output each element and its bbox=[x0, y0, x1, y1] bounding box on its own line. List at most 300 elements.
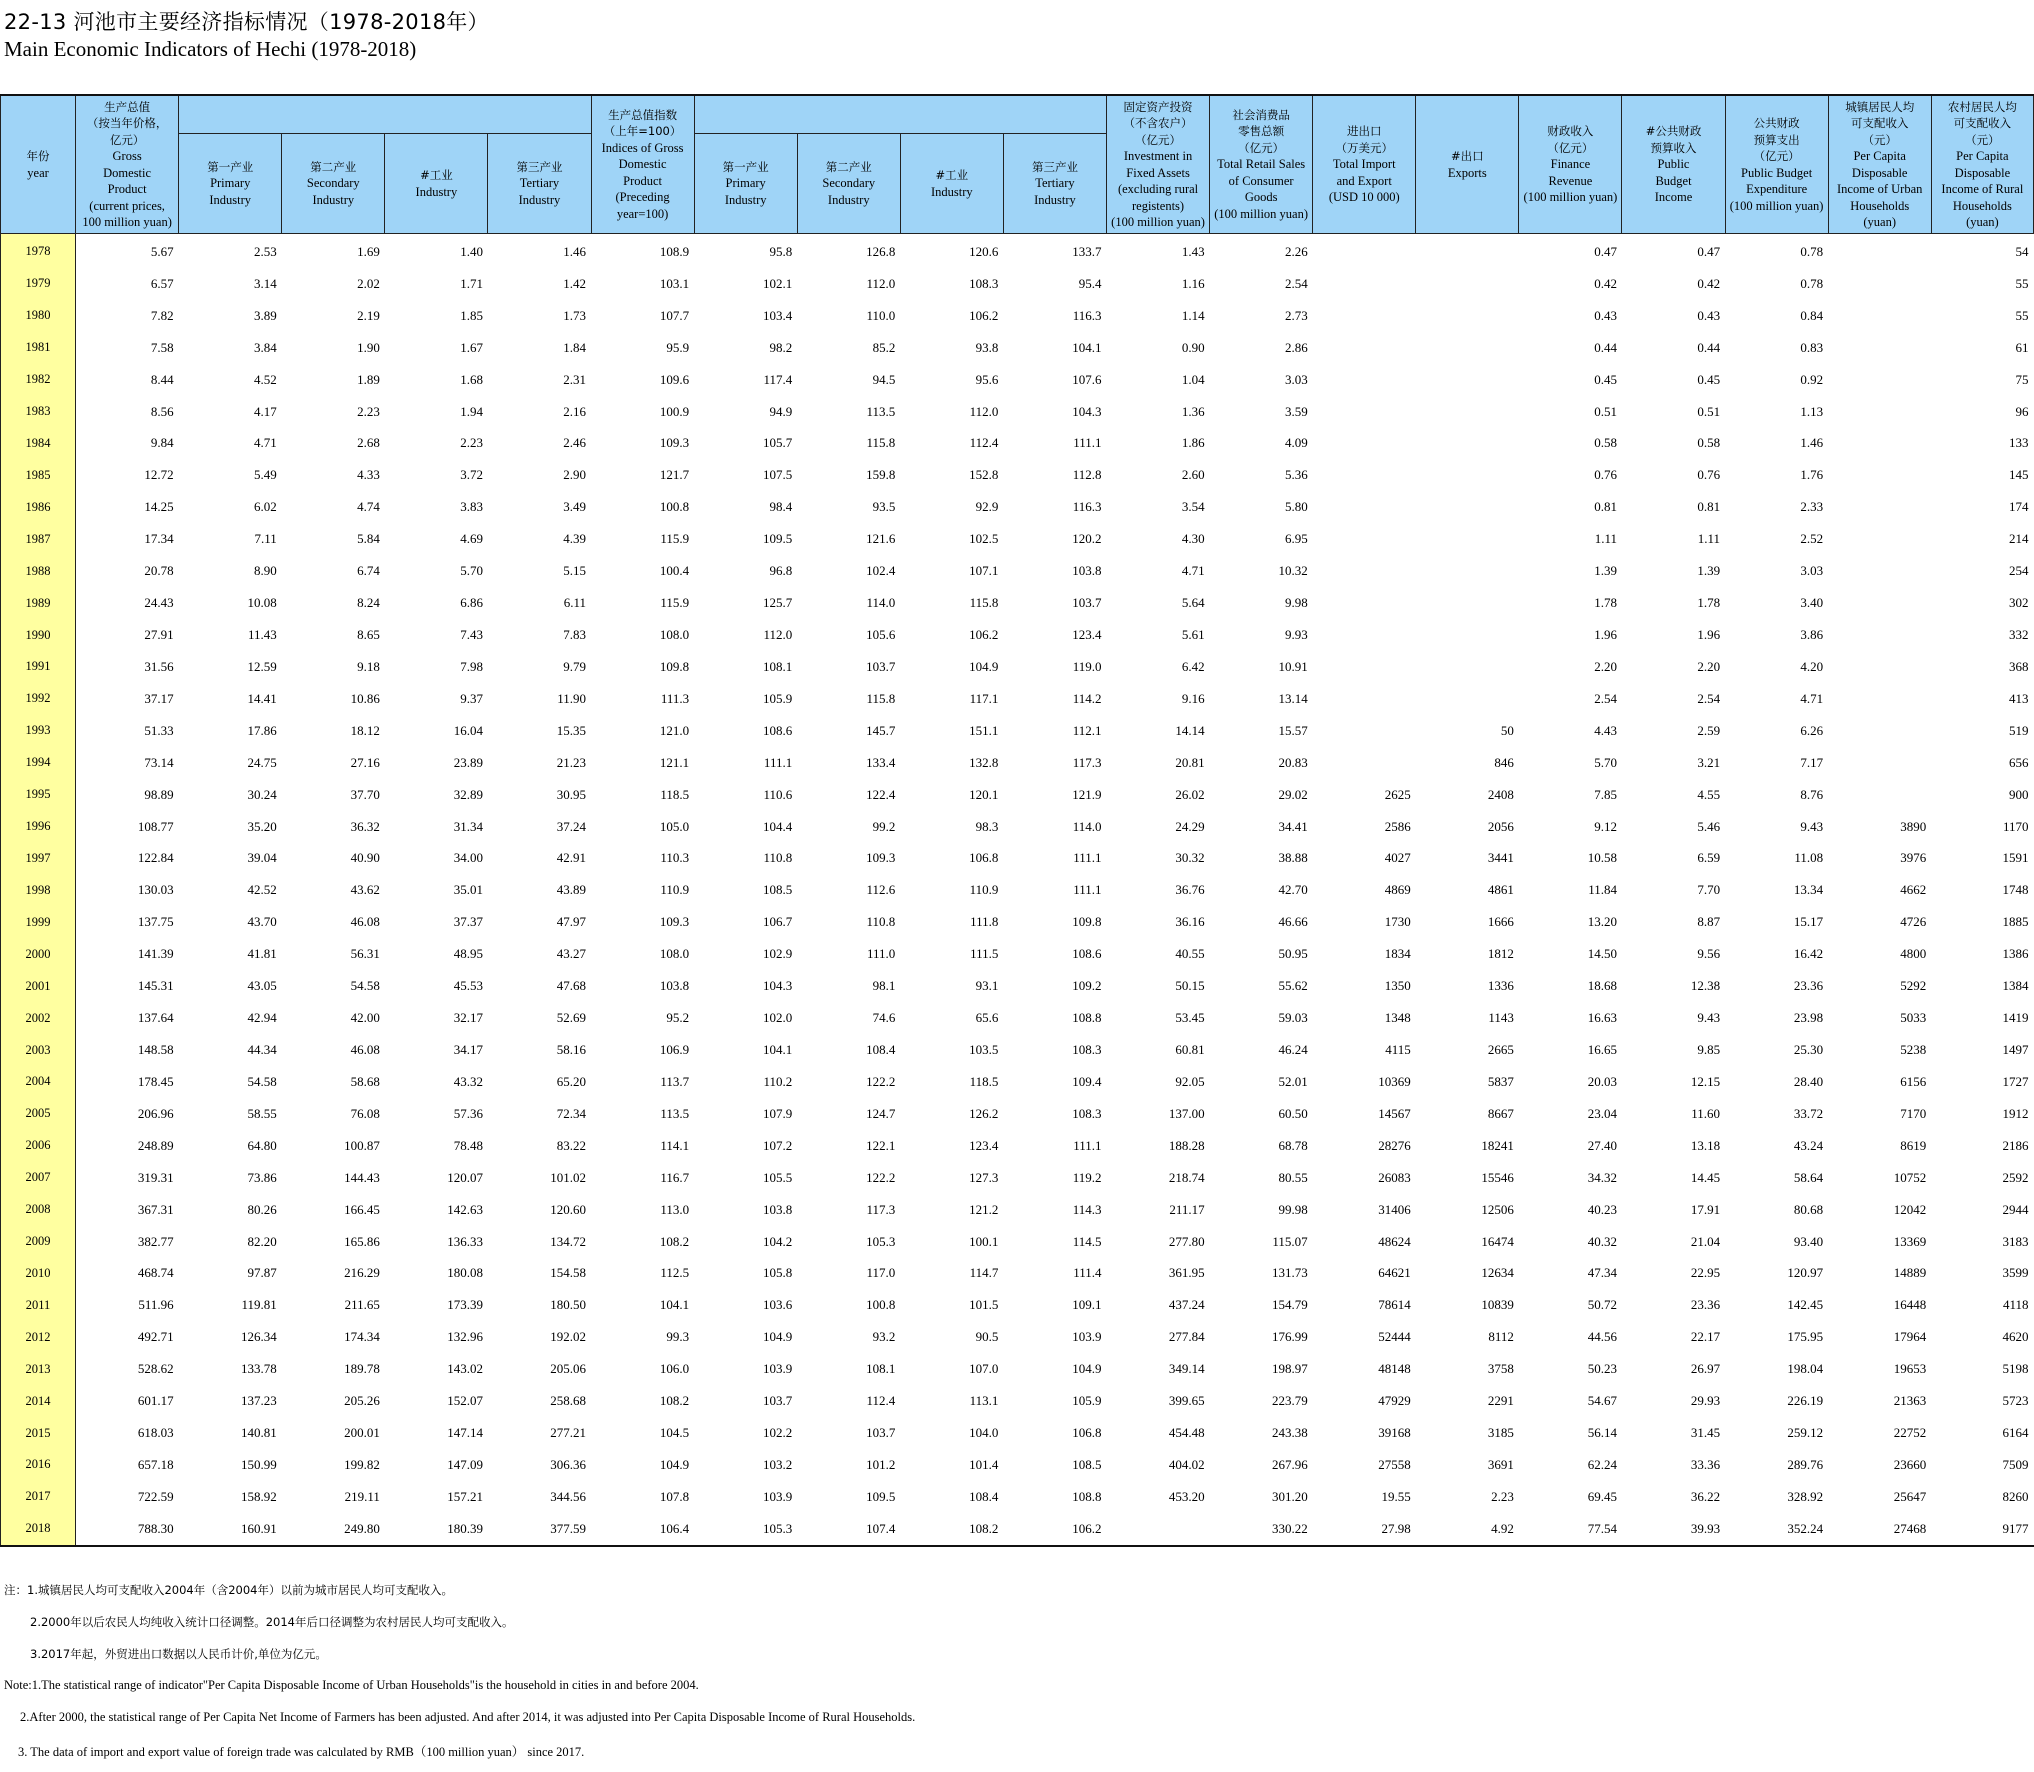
value-cell: 0.81 bbox=[1594, 499, 1617, 515]
value-cell: 5.80 bbox=[1284, 499, 1308, 515]
value-cell: 200.01 bbox=[344, 1425, 380, 1441]
value-cell: 111.5 bbox=[970, 946, 999, 962]
header-line: （不含农户） bbox=[1123, 116, 1193, 130]
value-cell: 656 bbox=[2009, 754, 2029, 770]
value-cell: 108.3 bbox=[969, 275, 999, 291]
value-cell: 80.26 bbox=[247, 1201, 277, 1217]
value-cell: 16448 bbox=[1893, 1297, 1927, 1313]
value-cell: 140.81 bbox=[241, 1425, 277, 1441]
value-cell: 108.3 bbox=[1072, 1042, 1102, 1057]
value-cell bbox=[1416, 683, 1519, 715]
value-cell: 368 bbox=[2009, 658, 2029, 674]
year-cell: 1979 bbox=[1, 268, 76, 300]
value-cell: 28276 bbox=[1378, 1137, 1411, 1153]
value-cell: 104.9 bbox=[1072, 1361, 1102, 1377]
value-cell: 722.59 bbox=[137, 1488, 174, 1504]
value-cell: 58.16 bbox=[556, 1042, 587, 1057]
value-cell: 11.60 bbox=[1691, 1105, 1721, 1121]
value-cell bbox=[1828, 523, 1931, 555]
value-cell: 109.6 bbox=[659, 371, 690, 387]
value-cell: 6156 bbox=[1900, 1073, 1927, 1089]
value-cell: 3.03 bbox=[1800, 563, 1824, 579]
value-cell: 10.08 bbox=[247, 595, 277, 611]
value-cell: 0.43 bbox=[1697, 307, 1721, 323]
value-cell: 21363 bbox=[1893, 1393, 1927, 1409]
header-year bbox=[1, 95, 76, 234]
value-cell: 145.7 bbox=[866, 722, 896, 738]
value-cell: 1.46 bbox=[1800, 435, 1824, 451]
value-cell: 104.5 bbox=[659, 1425, 690, 1441]
value-cell: 94.5 bbox=[872, 371, 896, 387]
value-cell: 17.34 bbox=[144, 531, 174, 547]
value-cell: 127.3 bbox=[969, 1169, 999, 1185]
year-cell: 2015 bbox=[1, 1417, 76, 1449]
value-cell: 330.22 bbox=[1210, 1513, 1313, 1546]
value-cell: 74.6 bbox=[872, 1010, 896, 1026]
header-line: 第三产业 bbox=[1031, 159, 1078, 174]
value-cell: 34.17 bbox=[453, 1042, 483, 1057]
value-cell: 118.5 bbox=[969, 1073, 999, 1089]
value-cell: 5238 bbox=[1900, 1042, 1927, 1057]
value-cell: 94.9 bbox=[769, 403, 793, 419]
value-cell: 22752 bbox=[1893, 1425, 1927, 1441]
value-cell: 180.39 bbox=[385, 1513, 488, 1546]
value-cell: 111.1 bbox=[763, 754, 793, 770]
value-cell: 8260 bbox=[2002, 1488, 2029, 1504]
value-cell: 453.20 bbox=[1168, 1488, 1205, 1504]
value-cell: 9.18 bbox=[357, 658, 380, 674]
value-cell: 1384 bbox=[2002, 978, 2029, 994]
value-cell: 13.20 bbox=[1587, 914, 1617, 930]
value-cell: 2625 bbox=[1384, 786, 1411, 802]
value-cell: 47.34 bbox=[1587, 1265, 1617, 1281]
value-cell: 108.77 bbox=[137, 818, 174, 834]
value-cell: 5.70 bbox=[460, 563, 483, 579]
value-cell: 1.94 bbox=[460, 403, 483, 419]
header-line: Product bbox=[623, 173, 663, 188]
value-cell: 188.28 bbox=[1168, 1137, 1205, 1153]
value-cell: 100.8 bbox=[659, 499, 690, 515]
year-cell: 1994 bbox=[1, 747, 76, 779]
value-cell: 50.95 bbox=[1278, 946, 1308, 962]
header-line: #公共财政 bbox=[1645, 124, 1702, 139]
value-cell: 93.2 bbox=[872, 1329, 896, 1345]
value-cell: 199.82 bbox=[344, 1456, 380, 1472]
value-cell: 1834 bbox=[1384, 946, 1411, 962]
value-cell: 4.71 bbox=[1181, 563, 1205, 579]
value-cell: 114.5 bbox=[1072, 1233, 1102, 1249]
header-line: 年份 bbox=[26, 149, 50, 163]
value-cell: 1912 bbox=[2002, 1105, 2029, 1121]
value-cell: 5292 bbox=[1900, 978, 1927, 994]
header-line: Secondary bbox=[822, 176, 876, 191]
year-cell: 1990 bbox=[1, 619, 76, 651]
value-cell: 1170 bbox=[2002, 818, 2029, 834]
value-cell: 6.74 bbox=[357, 563, 380, 579]
header-line: Gross bbox=[112, 149, 142, 163]
indicator-table-container bbox=[0, 94, 2034, 1547]
value-cell: 114.1 bbox=[660, 1137, 690, 1153]
value-cell: 2.16 bbox=[563, 403, 587, 419]
value-cell: 2.20 bbox=[1594, 658, 1617, 674]
value-cell: 95.2 bbox=[666, 1010, 690, 1026]
value-cell: 34.00 bbox=[453, 850, 483, 866]
value-cell: 112.0 bbox=[763, 627, 793, 643]
value-cell: 132.96 bbox=[447, 1329, 483, 1345]
table-row bbox=[1, 1417, 2034, 1449]
value-cell: 65.6 bbox=[975, 1010, 999, 1026]
header-urban-income bbox=[1828, 95, 1931, 234]
header-line: #工业 bbox=[935, 168, 969, 182]
value-cell: 104.9 bbox=[969, 658, 999, 674]
value-cell: 0.42 bbox=[1594, 275, 1617, 291]
value-cell: 111.0 bbox=[867, 946, 896, 962]
value-cell: 1.86 bbox=[1181, 435, 1205, 451]
value-cell: 5033 bbox=[1900, 1010, 1927, 1026]
value-cell: 97.87 bbox=[247, 1265, 277, 1281]
value-cell: 104.1 bbox=[659, 1297, 690, 1313]
value-cell: 6.57 bbox=[150, 275, 174, 291]
value-cell: 657.18 bbox=[137, 1456, 174, 1472]
value-cell: 112.4 bbox=[969, 435, 999, 451]
value-cell: 2.59 bbox=[1697, 722, 1721, 738]
value-cell: 48148 bbox=[1378, 1361, 1411, 1377]
year-cell: 2018 bbox=[1, 1513, 76, 1546]
value-cell: 85.2 bbox=[872, 339, 896, 355]
header-gdp-index bbox=[591, 95, 694, 234]
value-cell: 126.8 bbox=[866, 243, 896, 259]
value-cell: 6164 bbox=[2002, 1425, 2029, 1441]
value-cell: 20.78 bbox=[144, 563, 174, 579]
value-cell: 15.57 bbox=[1278, 722, 1308, 738]
year-cell: 1995 bbox=[1, 779, 76, 811]
value-cell bbox=[1828, 459, 1931, 491]
value-cell: 223.79 bbox=[1271, 1393, 1308, 1409]
value-cell: 47.68 bbox=[556, 978, 587, 994]
value-cell: 20.81 bbox=[1175, 754, 1205, 770]
value-cell: 78.48 bbox=[453, 1137, 483, 1153]
header-index-secondary bbox=[797, 134, 900, 234]
value-cell: 1348 bbox=[1384, 1010, 1411, 1026]
value-cell: 349.14 bbox=[1168, 1361, 1205, 1377]
value-cell: 1336 bbox=[1487, 978, 1514, 994]
value-cell: 0.45 bbox=[1697, 371, 1721, 387]
value-cell: 3599 bbox=[2002, 1265, 2029, 1281]
value-cell: 58.64 bbox=[1793, 1169, 1824, 1185]
header-line: （亿元） bbox=[1753, 149, 1800, 163]
header-line: year=100) bbox=[616, 206, 669, 221]
value-cell: 2.19 bbox=[357, 307, 380, 323]
value-cell: 93.5 bbox=[872, 499, 896, 515]
value-cell: 105.5 bbox=[762, 1169, 793, 1185]
value-cell: 44.34 bbox=[247, 1042, 277, 1057]
value-cell: 1.78 bbox=[1697, 595, 1721, 611]
value-cell: 59.03 bbox=[1278, 1010, 1308, 1026]
value-cell: 114.7 bbox=[969, 1265, 999, 1281]
year-cell: 1983 bbox=[1, 396, 76, 428]
year-cell: 2004 bbox=[1, 1066, 76, 1098]
value-cell: 0.76 bbox=[1594, 467, 1617, 483]
value-cell: 1885 bbox=[2002, 914, 2029, 930]
value-cell: 150.99 bbox=[241, 1456, 277, 1472]
value-cell: 111.1 bbox=[1073, 850, 1102, 866]
value-cell: 7.11 bbox=[254, 531, 277, 547]
value-cell bbox=[1416, 555, 1519, 587]
value-cell: 106.8 bbox=[1072, 1425, 1102, 1441]
value-cell: 361.95 bbox=[1168, 1265, 1205, 1281]
value-cell: 114.3 bbox=[1072, 1201, 1102, 1217]
value-cell: 174 bbox=[2009, 499, 2029, 515]
value-cell bbox=[1313, 428, 1416, 460]
value-cell: 65.20 bbox=[556, 1073, 587, 1089]
value-cell: 31.34 bbox=[453, 818, 483, 834]
table-row bbox=[1, 459, 2034, 491]
value-cell: 4869 bbox=[1384, 882, 1411, 898]
value-cell: 106.7 bbox=[762, 914, 793, 930]
value-cell: 145 bbox=[2009, 467, 2029, 483]
value-cell: 102.9 bbox=[762, 946, 793, 962]
value-cell: 52444 bbox=[1378, 1329, 1411, 1345]
year-cell: 1989 bbox=[1, 587, 76, 619]
value-cell: 95.8 bbox=[769, 243, 793, 259]
value-cell: 106.9 bbox=[659, 1042, 690, 1057]
value-cell: 43.70 bbox=[247, 914, 277, 930]
value-cell bbox=[1828, 396, 1931, 428]
header-gdp-primary bbox=[179, 134, 282, 234]
value-cell: 8112 bbox=[1488, 1329, 1514, 1345]
year-cell: 1988 bbox=[1, 555, 76, 587]
value-cell: 96 bbox=[2015, 403, 2029, 419]
value-cell: 110.2 bbox=[763, 1073, 793, 1089]
value-cell: 108.0 bbox=[659, 627, 690, 643]
value-cell: 32.89 bbox=[453, 786, 483, 802]
table-row bbox=[1, 1289, 2034, 1321]
year-cell: 2005 bbox=[1, 1098, 76, 1130]
header-index-group-spacer bbox=[694, 95, 1106, 134]
table-title-english: Main Economic Indicators of Hechi (1978-2018) bbox=[4, 37, 417, 61]
value-cell: 121.6 bbox=[866, 531, 896, 547]
value-cell: 846 bbox=[1494, 754, 1514, 770]
value-cell: 1.78 bbox=[1594, 595, 1617, 611]
value-cell: 105.3 bbox=[866, 1233, 896, 1249]
value-cell: 7509 bbox=[2002, 1456, 2029, 1472]
value-cell: 133 bbox=[2009, 435, 2029, 451]
value-cell: 6.59 bbox=[1697, 850, 1721, 866]
value-cell: 24.75 bbox=[247, 754, 277, 770]
value-cell: 1.96 bbox=[1594, 627, 1617, 643]
value-cell: 78614 bbox=[1378, 1297, 1411, 1313]
value-cell: 54.67 bbox=[1587, 1393, 1617, 1409]
value-cell: 30.24 bbox=[247, 786, 277, 802]
value-cell: 103.9 bbox=[1072, 1329, 1102, 1345]
value-cell bbox=[1828, 268, 1931, 300]
value-cell: 9.56 bbox=[1697, 946, 1721, 962]
value-cell: 1.16 bbox=[1181, 275, 1205, 291]
value-cell bbox=[1828, 332, 1931, 364]
header-line: Tertiary bbox=[1035, 176, 1075, 191]
value-cell: 2.53 bbox=[254, 243, 277, 259]
value-cell: 1.39 bbox=[1594, 563, 1617, 579]
year-cell: 1997 bbox=[1, 843, 76, 875]
year-cell: 2012 bbox=[1, 1321, 76, 1353]
value-cell: 108.6 bbox=[762, 722, 793, 738]
value-cell: 25647 bbox=[1893, 1488, 1927, 1504]
value-cell: 22.17 bbox=[1690, 1329, 1721, 1345]
header-line: Exports bbox=[1447, 165, 1487, 180]
value-cell: 1.04 bbox=[1181, 371, 1205, 387]
value-cell: 12506 bbox=[1481, 1201, 1514, 1217]
header-import-export bbox=[1313, 95, 1416, 234]
value-cell: 9.98 bbox=[1284, 595, 1308, 611]
value-cell bbox=[1313, 396, 1416, 428]
header-line: Goods bbox=[1244, 190, 1278, 205]
value-cell: 1.84 bbox=[563, 339, 587, 355]
table-row bbox=[1, 268, 2034, 300]
value-cell: 107.0 bbox=[969, 1361, 999, 1377]
value-cell: 105.9 bbox=[762, 690, 793, 706]
header-line: 生产总值指数 bbox=[608, 107, 678, 122]
value-cell: 40.55 bbox=[1175, 946, 1205, 962]
value-cell: 16.63 bbox=[1587, 1010, 1617, 1026]
value-cell: 106.0 bbox=[659, 1361, 690, 1377]
value-cell bbox=[1828, 619, 1931, 651]
value-cell: 62.24 bbox=[1587, 1456, 1617, 1472]
value-cell: 3.89 bbox=[254, 307, 277, 323]
value-cell: 30.95 bbox=[556, 786, 587, 802]
table-row bbox=[1, 1513, 2034, 1546]
header-line: 财政收入 bbox=[1547, 124, 1594, 139]
value-cell: 165.86 bbox=[344, 1233, 380, 1249]
value-cell: 27.91 bbox=[144, 627, 174, 643]
value-cell: 107.6 bbox=[1072, 371, 1102, 387]
value-cell bbox=[1313, 332, 1416, 364]
value-cell: 100.1 bbox=[969, 1233, 999, 1249]
header-line: （元） bbox=[1862, 132, 1897, 147]
value-cell: 1143 bbox=[1488, 1010, 1514, 1026]
value-cell: 301.20 bbox=[1271, 1488, 1308, 1504]
value-cell: 2056 bbox=[1487, 818, 1514, 834]
value-cell: 147.14 bbox=[447, 1425, 483, 1441]
value-cell: 56.31 bbox=[350, 946, 380, 962]
header-line: of Consumer bbox=[1228, 173, 1294, 188]
value-cell: 98.3 bbox=[975, 818, 999, 834]
header-line: Fixed Assets bbox=[1126, 165, 1190, 180]
value-cell: 37.70 bbox=[350, 786, 380, 802]
value-cell: 103.7 bbox=[762, 1393, 793, 1409]
value-cell: 115.9 bbox=[660, 595, 690, 611]
value-cell: 114.2 bbox=[1072, 690, 1102, 706]
header-line: 固定资产投资 bbox=[1123, 99, 1193, 114]
header-line: 亿元） bbox=[109, 132, 145, 147]
value-cell: 601.17 bbox=[137, 1393, 174, 1409]
value-cell: 22.95 bbox=[1690, 1265, 1721, 1281]
table-row bbox=[1, 300, 2034, 332]
value-cell: 14.14 bbox=[1175, 722, 1205, 738]
value-cell: 1.46 bbox=[563, 243, 587, 259]
value-cell: 53.45 bbox=[1175, 1010, 1205, 1026]
value-cell: 254 bbox=[2009, 563, 2029, 579]
value-cell: 1.68 bbox=[460, 371, 483, 387]
value-cell: 101.4 bbox=[969, 1456, 999, 1472]
value-cell: 277.84 bbox=[1168, 1329, 1205, 1345]
value-cell: 3691 bbox=[1487, 1456, 1514, 1472]
value-cell: 148.58 bbox=[137, 1042, 174, 1057]
header-line: Industry bbox=[312, 192, 355, 207]
value-cell: 2408 bbox=[1487, 786, 1514, 802]
value-cell: 618.03 bbox=[137, 1425, 174, 1441]
value-cell: 18241 bbox=[1481, 1137, 1514, 1153]
value-cell: 110.9 bbox=[660, 882, 690, 898]
header-line: Total Retail Sales bbox=[1217, 157, 1306, 172]
header-line: Income bbox=[1654, 190, 1693, 205]
value-cell: 27468 bbox=[1828, 1513, 1931, 1546]
value-cell: 42.00 bbox=[350, 1010, 380, 1026]
value-cell: 198.97 bbox=[1271, 1361, 1308, 1377]
value-cell: 115.9 bbox=[660, 531, 690, 547]
value-cell: 108.5 bbox=[1072, 1456, 1102, 1472]
table-row bbox=[1, 779, 2034, 811]
value-cell: 3.49 bbox=[563, 499, 587, 515]
value-cell: 8619 bbox=[1900, 1137, 1927, 1153]
value-cell: 52.69 bbox=[556, 1010, 587, 1026]
value-cell: 180.08 bbox=[447, 1265, 483, 1281]
value-cell: 112.0 bbox=[866, 275, 896, 291]
value-cell: 258.68 bbox=[550, 1393, 587, 1409]
value-cell: 26083 bbox=[1378, 1169, 1411, 1185]
value-cell: 44.56 bbox=[1587, 1329, 1617, 1345]
value-cell: 8.90 bbox=[254, 563, 277, 579]
year-cell: 1982 bbox=[1, 364, 76, 396]
value-cell: 100.87 bbox=[344, 1137, 380, 1153]
value-cell: 123.4 bbox=[969, 1137, 999, 1153]
header-exports bbox=[1416, 95, 1519, 234]
value-cell: 189.78 bbox=[344, 1361, 380, 1377]
header-line: （上年=100） bbox=[603, 124, 682, 139]
value-cell: 143.02 bbox=[447, 1361, 483, 1377]
value-cell: 332 bbox=[2009, 627, 2029, 643]
value-cell: 6.42 bbox=[1181, 658, 1205, 674]
value-cell: 92.05 bbox=[1175, 1073, 1205, 1089]
value-cell: 9.43 bbox=[1697, 1010, 1721, 1026]
value-cell: 9.12 bbox=[1594, 818, 1617, 834]
year-cell: 1978 bbox=[1, 234, 76, 268]
table-row bbox=[1, 651, 2034, 683]
year-cell: 1991 bbox=[1, 651, 76, 683]
value-cell bbox=[1416, 364, 1519, 396]
value-cell: 55 bbox=[2015, 307, 2029, 323]
value-cell: 344.56 bbox=[550, 1488, 587, 1504]
value-cell: 20.03 bbox=[1587, 1073, 1617, 1089]
value-cell: 111.4 bbox=[1073, 1265, 1102, 1281]
header-line: Product bbox=[107, 182, 147, 196]
value-cell: 145.31 bbox=[137, 978, 174, 994]
value-cell: 43.32 bbox=[453, 1073, 483, 1089]
value-cell: 3.54 bbox=[1181, 499, 1205, 515]
value-cell: 14.25 bbox=[144, 499, 174, 515]
value-cell: 14.41 bbox=[247, 690, 277, 706]
value-cell: 98.2 bbox=[769, 339, 793, 355]
value-cell bbox=[1828, 364, 1931, 396]
value-cell bbox=[1313, 268, 1416, 300]
value-cell: 3.03 bbox=[1284, 371, 1308, 387]
value-cell: 23.04 bbox=[1587, 1105, 1617, 1121]
year-cell: 2016 bbox=[1, 1449, 76, 1481]
header-line: (yuan) bbox=[1863, 215, 1897, 229]
value-cell: 133.4 bbox=[866, 754, 896, 770]
value-cell: 174.34 bbox=[344, 1329, 380, 1345]
value-cell: 1666 bbox=[1487, 914, 1514, 930]
value-cell: 3758 bbox=[1487, 1361, 1514, 1377]
